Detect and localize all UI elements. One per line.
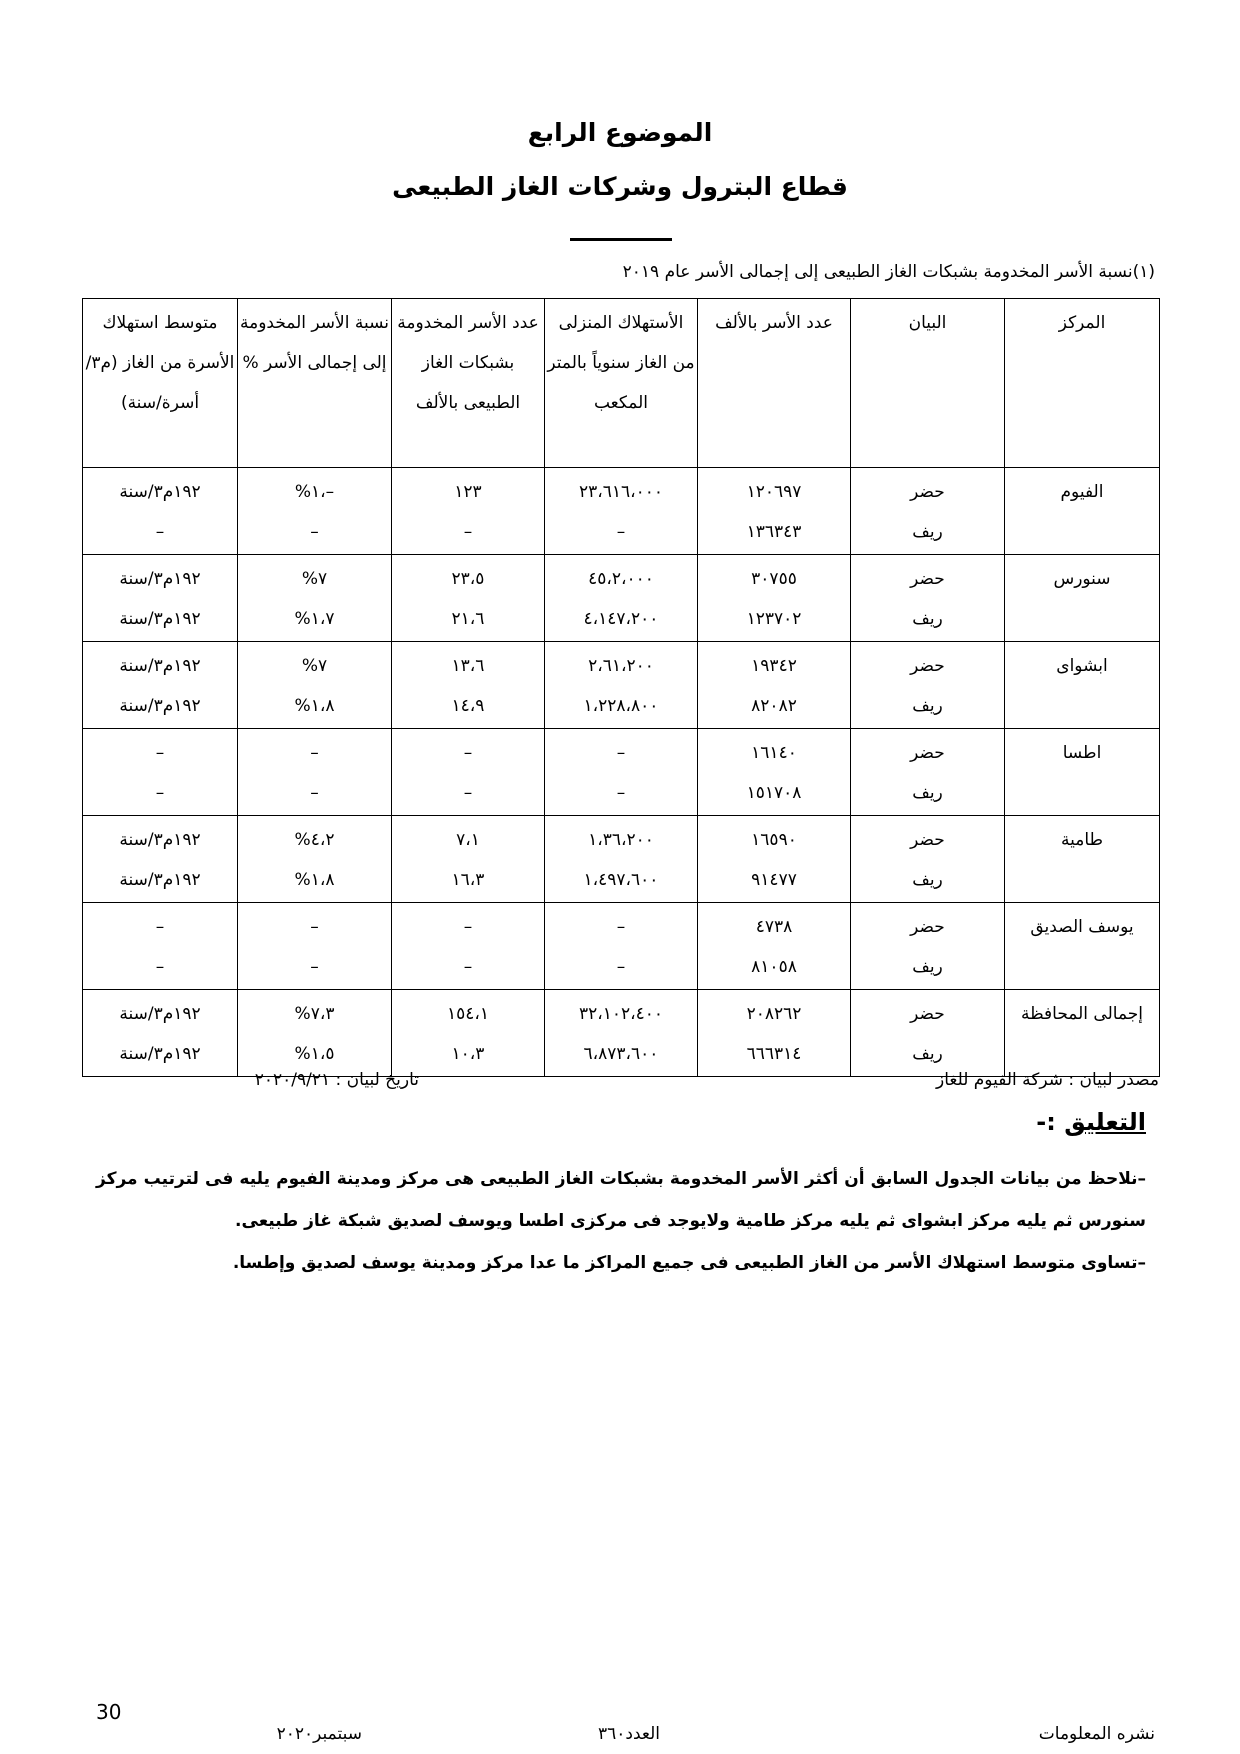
households-value: ٦٦٦٣١٤ — [746, 1044, 802, 1064]
served-value: ١٢٣ — [454, 482, 482, 502]
served-value: ١٣،٦ — [451, 656, 485, 676]
cell-avg — [83, 555, 238, 642]
cell-center — [1005, 729, 1160, 816]
consumption-value: ٢،٦١،٢٠٠ — [588, 656, 654, 676]
data-source: مصدر لبيان : شركة الفيوم للغاز — [935, 1070, 1159, 1090]
type-value: ريف — [912, 957, 943, 977]
served-value: ١٠،٣ — [451, 1044, 485, 1064]
title-divider — [570, 238, 672, 241]
header-average: متوسط استهلاك الأسرة من الغاز (م٣/أسرة/سنة) — [83, 299, 238, 468]
cell-consumption — [545, 990, 698, 1077]
table-row — [83, 642, 1160, 729]
households-value: ١٢٣٧٠٢ — [746, 609, 802, 629]
cell-consumption — [545, 642, 698, 729]
ratio-value: ٧% — [301, 656, 328, 676]
gas-households-table — [82, 298, 1160, 1077]
cell-center — [1005, 990, 1160, 1077]
avg-value: ١٩٢م٣/سنة — [119, 569, 201, 589]
footer-month: سبتمبر٢٠٢٠ — [276, 1724, 362, 1744]
cell-ratio — [238, 642, 392, 729]
table-row — [83, 555, 1160, 642]
table-caption: (١)نسبة الأسر المخدومة بشبكات الغاز الطبيعى إلى إجمالى الأسر عام ٢٠١٩ — [622, 262, 1155, 282]
consumption-value: – — [616, 957, 626, 977]
avg-value: – — [155, 917, 165, 937]
ratio-value: ٧% — [301, 569, 328, 589]
cell-served — [392, 903, 545, 990]
consumption-value: – — [616, 522, 626, 542]
cell-households — [698, 642, 851, 729]
cell-type — [851, 990, 1005, 1077]
ratio-value: ٤،٢% — [294, 830, 335, 850]
cell-avg — [83, 642, 238, 729]
cell-type — [851, 642, 1005, 729]
consumption-value: ٤،١٤٧،٢٠٠ — [583, 609, 659, 629]
households-value: ٣٠٧٥٥ — [751, 569, 797, 589]
avg-value: ١٩٢م٣/سنة — [119, 696, 201, 716]
page-number: 30 — [96, 1700, 122, 1724]
ratio-value: – — [310, 522, 319, 542]
cell-ratio — [238, 729, 392, 816]
avg-value: ١٩٢م٣/سنة — [119, 1004, 201, 1024]
served-value: – — [463, 743, 473, 763]
served-value: – — [463, 783, 473, 803]
table-row — [83, 903, 1160, 990]
avg-value: – — [155, 743, 165, 763]
center-name: إجمالى المحافظة — [1020, 1004, 1144, 1024]
cell-households — [698, 729, 851, 816]
table-row — [83, 816, 1160, 903]
avg-value: ١٩٢م٣/سنة — [119, 656, 201, 676]
served-value: ١٤،٩ — [451, 696, 485, 716]
ratio-value: ١،٥% — [294, 1044, 335, 1064]
center-name: سنورس — [1053, 569, 1111, 589]
cell-served — [392, 555, 545, 642]
center-name: اطسا — [1062, 743, 1102, 763]
households-value: ٤٧٣٨ — [755, 917, 793, 937]
households-value: ١٥١٧٠٨ — [746, 783, 802, 803]
ratio-value: – — [310, 743, 319, 763]
type-value: حضر — [910, 569, 945, 589]
cell-type — [851, 468, 1005, 555]
served-value: ٧،١ — [456, 830, 480, 850]
type-value: حضر — [910, 482, 945, 502]
footer-publication: نشره المعلومات — [1038, 1724, 1155, 1744]
avg-value: ١٩٢م٣/سنة — [119, 1044, 201, 1064]
served-value: – — [463, 957, 473, 977]
cell-households — [698, 555, 851, 642]
served-value: ٢٣،٥ — [451, 569, 485, 589]
comment-heading-suffix: :- — [1036, 1108, 1056, 1136]
cell-type — [851, 903, 1005, 990]
cell-served — [392, 990, 545, 1077]
cell-served — [392, 729, 545, 816]
cell-ratio — [238, 816, 392, 903]
cell-consumption — [545, 729, 698, 816]
page-footer — [0, 1724, 1240, 1754]
avg-value: ١٩٢م٣/سنة — [119, 609, 201, 629]
avg-value: – — [155, 957, 165, 977]
ratio-value: ٧،٣% — [294, 1004, 335, 1024]
served-value: ١٥٤،١ — [446, 1004, 489, 1024]
cell-center — [1005, 903, 1160, 990]
avg-value: ١٩٢م٣/سنة — [119, 830, 201, 850]
cell-type — [851, 816, 1005, 903]
table-header-row — [83, 299, 1160, 468]
cell-households — [698, 990, 851, 1077]
type-value: حضر — [910, 656, 945, 676]
type-value: ريف — [912, 696, 943, 716]
cell-type — [851, 555, 1005, 642]
avg-value: ١٩٢م٣/سنة — [119, 870, 201, 890]
ratio-value: ١،٨% — [294, 696, 335, 716]
households-value: ١٦١٤٠ — [751, 743, 797, 763]
cell-households — [698, 903, 851, 990]
cell-type — [851, 729, 1005, 816]
ratio-value: –،١% — [294, 482, 335, 502]
cell-ratio — [238, 990, 392, 1077]
cell-consumption — [545, 555, 698, 642]
cell-ratio — [238, 555, 392, 642]
consumption-value: ٢٣،٦١٦،٠٠٠ — [578, 482, 664, 502]
sector-title: قطاع البترول وشركات الغاز الطبيعى — [392, 172, 848, 201]
cell-avg — [83, 468, 238, 555]
ratio-value: ١،٧% — [294, 609, 335, 629]
cell-consumption — [545, 816, 698, 903]
cell-avg — [83, 903, 238, 990]
households-value: ٢٠٨٢٦٢ — [746, 1004, 802, 1024]
header-consumption: الأستهلاك المنزلى من الغاز سنوياً بالمتر المكعب — [545, 299, 698, 468]
type-value: حضر — [910, 743, 945, 763]
households-value: ١٢٠٦٩٧ — [746, 482, 802, 502]
cell-avg — [83, 816, 238, 903]
center-name: ابشواى — [1056, 656, 1108, 676]
cell-ratio — [238, 468, 392, 555]
ratio-value: – — [310, 783, 319, 803]
header-type: البيان — [851, 299, 1005, 468]
cell-consumption — [545, 468, 698, 555]
cell-served — [392, 468, 545, 555]
consumption-value: ٤٥،٢،٠٠٠ — [588, 569, 654, 589]
topic-title: الموضوع الرابع — [527, 118, 713, 147]
center-name: يوسف الصديق — [1030, 917, 1134, 937]
comments-block — [96, 1158, 1146, 1284]
households-value: ١٣٦٣٤٣ — [746, 522, 802, 542]
cell-center — [1005, 642, 1160, 729]
consumption-value: ١،٣٦،٢٠٠ — [588, 830, 654, 850]
table-row — [83, 990, 1160, 1077]
data-date: تاريخ لبيان : ٢٠٢٠/٩/٢١ — [254, 1070, 419, 1090]
consumption-value: ٦،٨٧٣،٦٠٠ — [583, 1044, 659, 1064]
ratio-value: – — [310, 917, 319, 937]
households-value: ١٩٣٤٢ — [751, 656, 797, 676]
avg-value: ١٩٢م٣/سنة — [119, 482, 201, 502]
cell-avg — [83, 990, 238, 1077]
type-value: ريف — [912, 1044, 943, 1064]
cell-ratio — [238, 903, 392, 990]
comment-paragraph: –نلاحظ من بيانات الجدول السابق أن أكثر الأسر المخدومة بشبكات الغاز الطبيعى هى مركز ومدينة الفيوم يليه فى لترتيب مركز سنورس ثم يليه مركز ابشواى ثم يليه مركز طامية ولايوجد فى مركزى اطسا ويوسف لصديق شبكة غاز طبيعى. — [96, 1169, 1146, 1231]
type-value: حضر — [910, 1004, 945, 1024]
cell-households — [698, 816, 851, 903]
consumption-value: – — [616, 743, 626, 763]
households-value: ٨٢٠٨٢ — [751, 696, 797, 716]
footer-issue: العدد٣٦٠ — [597, 1724, 660, 1744]
type-value: ريف — [912, 783, 943, 803]
type-value: ريف — [912, 870, 943, 890]
ratio-value: ١،٨% — [294, 870, 335, 890]
header-ratio: نسبة الأسر المخدومة إلى إجمالى الأسر % — [238, 299, 392, 468]
center-name: الفيوم — [1060, 482, 1104, 502]
households-value: ١٦٥٩٠ — [751, 830, 797, 850]
comment-paragraph: –تساوى متوسط استهلاك الأسر من الغاز الطبيعى فى جميع المراكز ما عدا مركز ومدينة يوسف لصديق وإطسا. — [232, 1253, 1146, 1273]
households-value: ٩١٤٧٧ — [751, 870, 797, 890]
type-value: ريف — [912, 522, 943, 542]
table-row — [83, 468, 1160, 555]
type-value: حضر — [910, 917, 945, 937]
cell-center — [1005, 555, 1160, 642]
avg-value: – — [155, 522, 165, 542]
cell-served — [392, 642, 545, 729]
consumption-value: – — [616, 917, 626, 937]
comment-heading — [1036, 1108, 1146, 1136]
consumption-value: ١،٤٩٧،٦٠٠ — [583, 870, 659, 890]
ratio-value: – — [310, 957, 319, 977]
served-value: – — [463, 522, 473, 542]
comment-heading-label: التعليق — [1064, 1108, 1146, 1136]
header-center: المركز — [1005, 299, 1160, 468]
served-value: ٢١،٦ — [451, 609, 485, 629]
cell-consumption — [545, 903, 698, 990]
type-value: حضر — [910, 830, 945, 850]
header-served: عدد الأسر المخدومة بشبكات الغاز الطبيعى بالألف — [392, 299, 545, 468]
households-value: ٨١٠٥٨ — [751, 957, 797, 977]
avg-value: – — [155, 783, 165, 803]
consumption-value: ٣٢،١٠٢،٤٠٠ — [578, 1004, 664, 1024]
cell-center — [1005, 816, 1160, 903]
type-value: ريف — [912, 609, 943, 629]
consumption-value: ١،٢٢٨،٨٠٠ — [583, 696, 659, 716]
cell-households — [698, 468, 851, 555]
table-row — [83, 729, 1160, 816]
center-name: طامية — [1060, 830, 1104, 850]
cell-center — [1005, 468, 1160, 555]
cell-avg — [83, 729, 238, 816]
cell-served — [392, 816, 545, 903]
served-value: ١٦،٣ — [451, 870, 485, 890]
header-households: عدد الأسر بالألف — [698, 299, 851, 468]
consumption-value: – — [616, 783, 626, 803]
served-value: – — [463, 917, 473, 937]
